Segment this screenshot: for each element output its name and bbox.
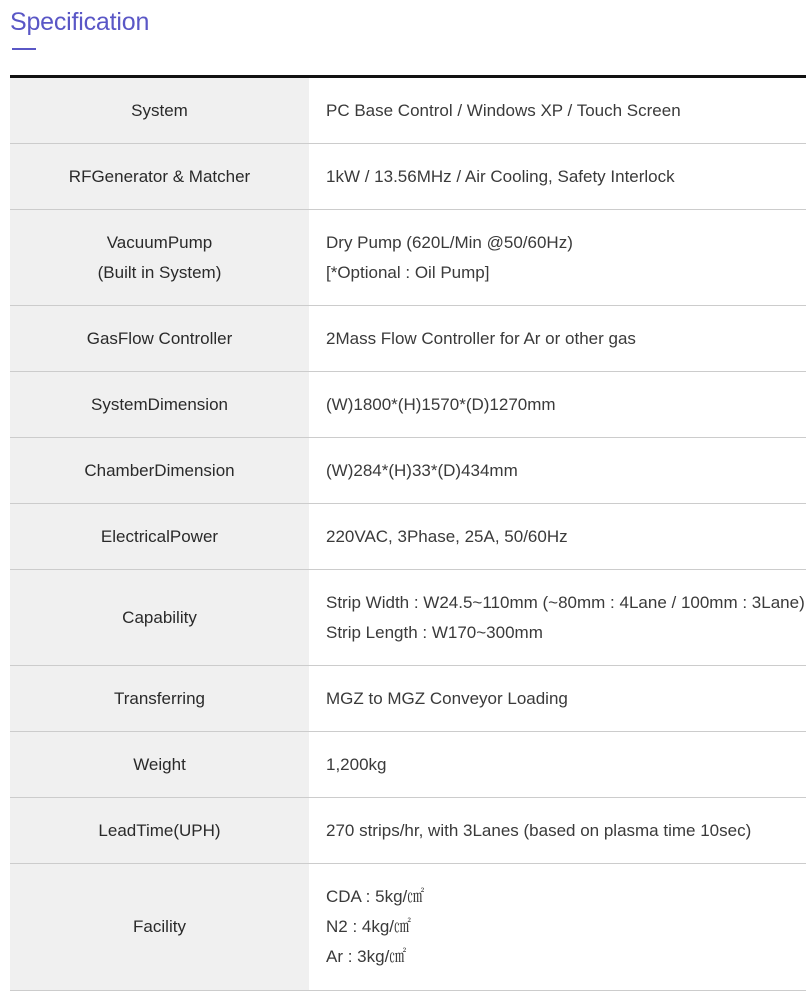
spec-value-text: Dry Pump (620L/Min @50/60Hz) <box>326 232 573 252</box>
title-underline <box>12 48 36 50</box>
spec-value <box>309 570 806 666</box>
spec-value-text: MGZ to MGZ Conveyor Loading <box>326 688 568 708</box>
spec-value <box>309 210 806 306</box>
spec-label <box>10 144 309 210</box>
spec-label-text: LeadTime(UPH) <box>98 820 221 840</box>
spec-label-text: ChamberDimension <box>84 460 235 480</box>
table-row <box>10 438 806 504</box>
spec-label-text: Facility <box>133 917 186 936</box>
spec-value <box>309 666 806 732</box>
table-row <box>10 666 806 732</box>
spec-value <box>309 864 806 991</box>
spec-value <box>309 77 806 144</box>
table-row <box>10 798 806 864</box>
spec-label-text: Weight <box>133 754 186 774</box>
spec-label-text: RFGenerator & Matcher <box>68 166 251 186</box>
spec-value-text: CDA : 5kg/㎠ <box>326 887 425 906</box>
table-row <box>10 864 806 991</box>
spec-label <box>10 504 309 570</box>
spec-label <box>10 438 309 504</box>
table-row <box>10 504 806 570</box>
spec-value <box>309 438 806 504</box>
spec-value-text: PC Base Control / Windows XP / Touch Screen <box>326 100 681 120</box>
spec-label-text: VacuumPump <box>106 232 213 252</box>
spec-label <box>10 372 309 438</box>
spec-label-text: SystemDimension <box>91 394 228 414</box>
spec-value-text: 2Mass Flow Controller for Ar or other gas <box>326 328 636 348</box>
table-row <box>10 306 806 372</box>
spec-label <box>10 864 309 991</box>
spec-value <box>309 732 806 798</box>
spec-value-text: (W)1800*(H)1570*(D)1270mm <box>326 394 556 414</box>
spec-label-text: ElectricalPower <box>100 526 219 546</box>
spec-label-text: Capability <box>122 607 197 627</box>
spec-label <box>10 798 309 864</box>
table-row <box>10 144 806 210</box>
spec-value-text: 220VAC, 3Phase, 25A, 50/60Hz <box>326 526 568 546</box>
page-header <box>0 0 806 76</box>
spec-value-text: Strip Width : W24.5~110mm (~80mm : 4Lane / 100mm : 3Lane) <box>326 592 805 612</box>
spec-value-text: 270 strips/hr, with 3Lanes (based on plasma time 10sec) <box>326 820 752 840</box>
spec-value-text: Strip Length : W170~300mm <box>326 622 543 642</box>
spec-value-text: 1,200kg <box>326 754 387 774</box>
table-row <box>10 210 806 306</box>
spec-value-text: N2 : 4kg/㎠ <box>326 917 412 936</box>
table-row <box>10 570 806 666</box>
table-row <box>10 77 806 144</box>
spec-label <box>10 77 309 144</box>
spec-label <box>10 666 309 732</box>
spec-label-text: Transferring <box>113 688 205 708</box>
spec-value <box>309 504 806 570</box>
spec-label-text: (Built in System) <box>97 262 222 282</box>
spec-value <box>309 798 806 864</box>
table-row <box>10 372 806 438</box>
spec-label <box>10 570 309 666</box>
spec-label <box>10 210 309 306</box>
spec-value <box>309 372 806 438</box>
spec-value <box>309 144 806 210</box>
specification-table <box>10 75 806 991</box>
spec-label-text: GasFlow Controller <box>86 328 233 348</box>
spec-value-text: 1kW / 13.56MHz / Air Cooling, Safety Interlock <box>326 166 675 186</box>
spec-value-text: Ar : 3kg/㎠ <box>326 947 407 966</box>
spec-value-text: (W)284*(H)33*(D)434mm <box>326 460 518 480</box>
page-title: Specification <box>10 8 150 36</box>
spec-label-text: System <box>131 100 188 120</box>
spec-label <box>10 732 309 798</box>
table-row <box>10 732 806 798</box>
spec-value-text: [*Optional : Oil Pump] <box>326 262 490 282</box>
spec-label <box>10 306 309 372</box>
spec-value <box>309 306 806 372</box>
